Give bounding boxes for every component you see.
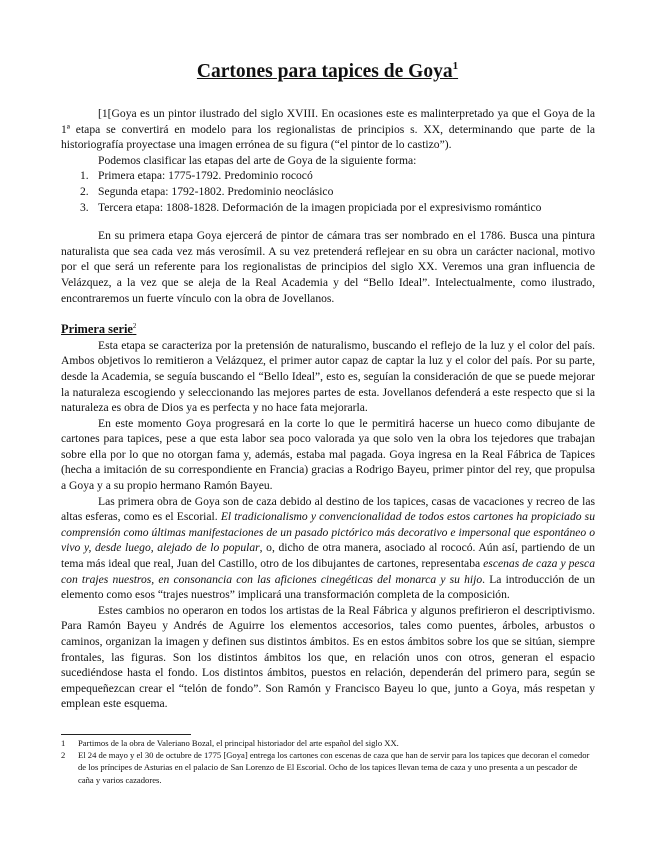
footnote — [61, 749, 595, 786]
page-title — [0, 60, 655, 83]
list-item-number: 1. — [80, 169, 89, 183]
section-heading — [61, 319, 595, 338]
footnote-divider — [61, 734, 191, 735]
quoted-italic-run: escenas de caza y pesca con trajes nuestros, en consonancia con las aficiones cinegéticas del monarca y su hijo — [61, 557, 595, 586]
list-item — [61, 168, 595, 184]
list-item-number: 2. — [80, 184, 89, 198]
list-item-text: Primera etapa: 1775-1792. Predominio rococó — [98, 169, 313, 183]
footnote-text: El 24 de mayo y el 30 de octubre de 1775 [Goya] entrega los cartones con escenas de caza que han de servir para los tapices que decoran el comedor de los príncipes de Asturias en el palacio de San Lorenzo de El Escorial. Ocho de los tapices llevan tema de caza y uno presenta a un pescador de caña y varios cazadores. — [78, 750, 590, 785]
paragraph-run: , o, dicho de otra manera, asociado al rococó. Aún así, partiendo de un tema más ideal que real, Juan del Castillo, otro de los dibujantes de cartones, representaba — [61, 541, 595, 571]
footnotes — [61, 737, 595, 786]
section-paragraph-3 — [61, 494, 595, 603]
document-body — [61, 106, 595, 712]
footnote-number: 2 — [61, 750, 66, 761]
section-paragraph-2: En este momento Goya progresará en la corte lo que le permitirá hacerse un hueco como dibujante de cartones para tapices, pese a que esta labor sea poco valorada ya que solo ven la obra los tejedores que trabajan sobre ella por lo que no otorgan fama y, además, estaba mal pagada. Goya ingresa en la Real Fábrica de Tapices (hecha a imitación de su correspondiente en Francia) gracias a Rodrigo Bayeu, primer pintor del rey, que propulsa a Goya y a su propio hermano Ramón Bayeu. — [61, 416, 595, 493]
paragraph-run: . La introducción de un elemento como esos “trajes nuestros” implicará una transformación completa de la composición. — [61, 572, 596, 602]
title-text: Cartones para tapices de Goya — [196, 61, 453, 82]
stages-list — [61, 168, 595, 215]
footnote — [61, 737, 595, 749]
quoted-italic-run: El tradicionalismo y convencionalidad de todos estos cartones ha propiciado su comprensión como últimas manifestaciones de un pasado pictórico más decorativo e impersonal que espontáneo o vivo y, desde luego, alejado de lo popular — [61, 510, 595, 555]
title-footnote-mark[interactable]: 1 — [452, 60, 459, 72]
intro-paragraph-1: [1[Goya es un pintor ilustrado del siglo XVIII. En ocasiones este es malinterpretado ya que el Goya de la 1ª etapa se convertirá en modelo para los regionalistas de principios s. XX, determinando que parte de la historiografía proyectase una imagen errónea de su figura (“el pintor de lo castizo”). — [61, 107, 595, 152]
intro-paragraph-2: Podemos clasificar las etapas del arte de Goya de la siguiente forma: — [98, 153, 417, 167]
list-item-number: 3. — [80, 200, 89, 214]
section-paragraph-1: Esta etapa se caracteriza por la pretensión de naturalismo, buscando el reflejo de la luz y el color del país. Ambos objetivos lo remitieron a Velázquez, el primer autor capaz de captar la luz y el color del país. Por su parte, desde la Academia, se seguía buscando el “Bello Ideal”, esto es, seguían la consideración de que se puede mejorar la naturaleza escogiendo y seleccionando las mejores partes de esta. Jovellanos defenderá a este respecto que si la naturaleza es obra de Dios ya es perfecta y no hace fata mejorarla. — [61, 338, 595, 415]
list-item — [61, 184, 595, 200]
list-item-text: Tercera etapa: 1808-1828. Deformación de la imagen propiciada por el expresivismo romántico — [98, 200, 542, 214]
footnote-number: 1 — [61, 738, 66, 748]
intro-paragraph-3: En su primera etapa Goya ejercerá de pintor de cámara tras ser nombrado en el 1786. Busca una pintura naturalista que sea cada vez más verosímil. A su vez pretenderá reflejear en su obra un carácter nacional, motivo por el que será un referente para los regionalistas de principios del siglo XX. Veremos una gran influencia de Velázquez, a la vez que se aleja de la Real Academia y del “Bello Ideal”. Intelectualmente, como ilustrado, encontraremos un fuerte vínculo con la obra de Jovellanos. — [61, 229, 595, 305]
section-paragraph-4: Estes cambios no operaron en todos los artistas de la Real Fábrica y algunos prefirieron el descriptivismo. Para Ramón Bayeu y Andrés de Aguirre los elementos accesorios, tales como puentes, árboles, arbustos o caminos, organizan la imagen y definen sus distintos ámbitos. Es en estos ámbitos sobre los que se sitúan, siempre frontales, las figuras. Son los distintos ámbitos los que, en relación unos con otros, generan el espacio sucediéndose hasta el fondo. Los distintos ámbitos, puestos en relación, dependerán del primero para, según se empequeñezcan crear el “telón de fondo”. Son Ramón y Francisco Bayeu lo que, junto a Goya, más respetan y emplean este esquema. — [61, 603, 595, 711]
list-item — [61, 200, 595, 216]
list-item-text: Segunda etapa: 1792-1802. Predominio neoclásico — [98, 184, 334, 198]
section-heading-text: Primera serie — [61, 322, 133, 337]
paragraph-run: Las primera obra de Goya son de caza debido al destino de los tapices, casas de vacaciones y recreo de las altas esferas, como es el Escorial. — [61, 494, 595, 524]
footnote-text: Partimos de la obra de Valeriano Bozal, el principal historiador del arte español del siglo XX. — [78, 738, 399, 748]
section-footnote-mark[interactable]: 2 — [132, 322, 137, 331]
